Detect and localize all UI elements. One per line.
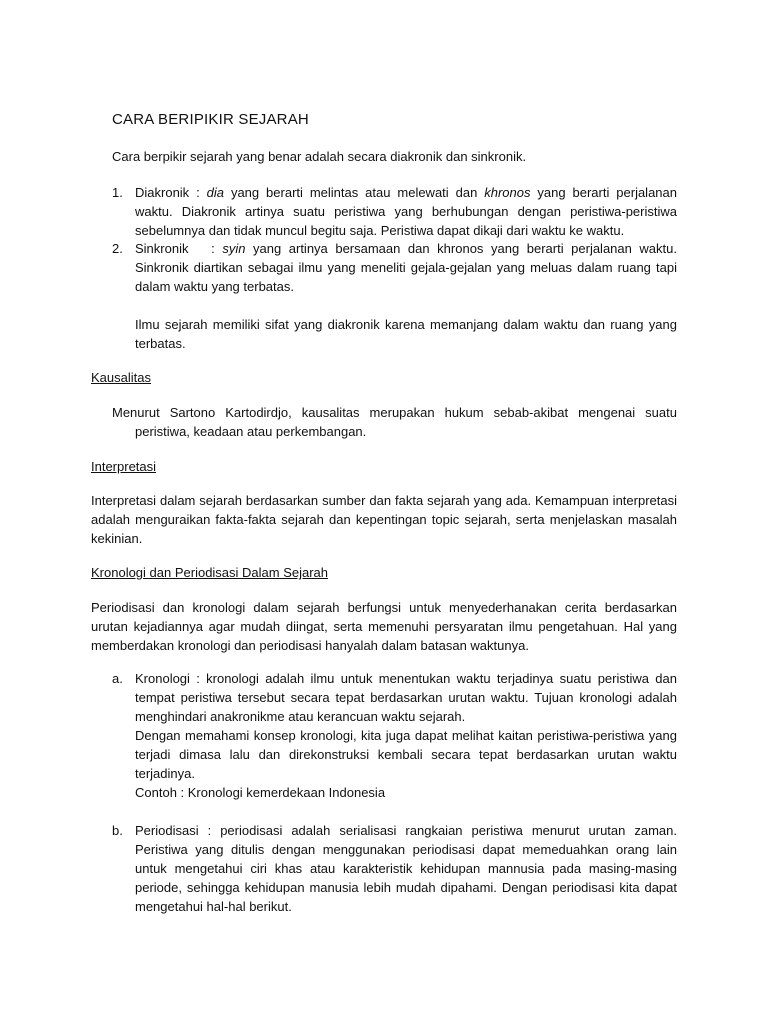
- italic-dia: dia: [206, 185, 225, 200]
- intro-paragraph: Cara berpikir sejarah yang benar adalah secara diakronik dan sinkronik.: [112, 149, 527, 164]
- heading-interpretasi: Interpretasi: [91, 459, 157, 474]
- list-item-sinkronik: [135, 239, 677, 296]
- term-diakronik: Diakronik :: [135, 185, 207, 200]
- page-title: CARA BERIPIKIR SEJARAH: [112, 111, 309, 128]
- list-marker-2: 2.: [112, 241, 123, 256]
- italic-khronos: khronos: [484, 185, 531, 200]
- heading-kausalitas: Kausalitas: [91, 370, 151, 385]
- heading-kronologi-periodisasi: Kronologi dan Periodisasi Dalam Sejarah: [91, 565, 329, 580]
- list-marker-1: 1.: [112, 185, 123, 200]
- diakronik-mid: yang berarti melintas atau melewati dan: [224, 185, 485, 200]
- ilmu-note-paragraph: Ilmu sejarah memiliki sifat yang diakronik karena memanjang dalam waktu dan ruang yang terbatas.: [135, 317, 677, 351]
- italic-syin: syin: [222, 241, 246, 256]
- kronologi-example: Contoh : Kronologi kemerdekaan Indonesia: [135, 785, 386, 800]
- kronologi-definition: Kronologi : kronologi adalah ilmu untuk menentukan waktu terjadinya suatu peristiwa dan tempat peristiwa tersebut secara tepat berdasarkan urutan waktu. Tujuan kronologi adalah menghindari anakronikme atau kerancuan waktu sejarah.: [135, 671, 677, 724]
- list-marker-a: a.: [112, 671, 123, 686]
- list-marker-b: b.: [112, 823, 123, 838]
- interpretasi-body: Interpretasi dalam sejarah berdasarkan sumber dan fakta sejarah yang ada. Kemampuan interpretasi adalah menguraikan fakta-fakta sejarah dan kepentingan topic sejarah, serta menjelaskan masalah kekinian.: [91, 493, 677, 546]
- sinkronik-rest: yang artinya bersamaan dan khronos yang berarti perjalanan waktu. Sinkronik diartikan sebagai ilmu yang meneliti gejala-gejalan yang meluas dalam ruang tapi dalam waktu yang terbatas.: [135, 241, 677, 294]
- diakronik-rest: yang berarti perjalanan waktu. Diakronik artinya suatu peristiwa yang berhubungan dengan peristiwa-peristiwa sebelumnya dan tidak muncul begitu saja. Peristiwa dapat dikaji dari waktu ke waktu.: [135, 185, 677, 238]
- list-item-periodisasi: Periodisasi : periodisasi adalah serialisasi rangkaian peristiwa menurut urutan zaman. Peristiwa yang ditulis dengan menggunakan periodisasi dapat memeduahkan orang lain untuk mengetahui ciri khas atau karakteristik kehidupan mannusia pada masing-masing periode, sehingga kehidupan manusia lebih mudah dipahami. Dengan periodisasi kita dapat mengetahui hal-hal berikut.: [135, 823, 677, 914]
- kronologi-body: Periodisasi dan kronologi dalam sejarah berfungsi untuk menyederhanakan cerita berdasarkan urutan kejadiannya agar mudah diingat, serta memenuhi persyaratan ilmu pengetahuan. Hal yang memberdakan kronologi dan periodisasi hanyalah dalam batasan waktunya.: [91, 600, 677, 653]
- term-sinkronik: Sinkronik :: [135, 241, 223, 256]
- list-item-kronologi: [135, 669, 677, 802]
- kausalitas-body: Menurut Sartono Kartodirdjo, kausalitas merupakan hukum sebab-akibat mengenai suatu peristiwa, keadaan atau perkembangan.: [112, 405, 677, 439]
- list-item-diakronik: [135, 183, 677, 240]
- kronologi-concept: Dengan memahami konsep kronologi, kita juga dapat melihat kaitan peristiwa-peristiwa yang terjadi dimasa lalu dan direkonstruksi kembali secara tepat berdasarkan urutan waktu terjadinya.: [135, 728, 677, 781]
